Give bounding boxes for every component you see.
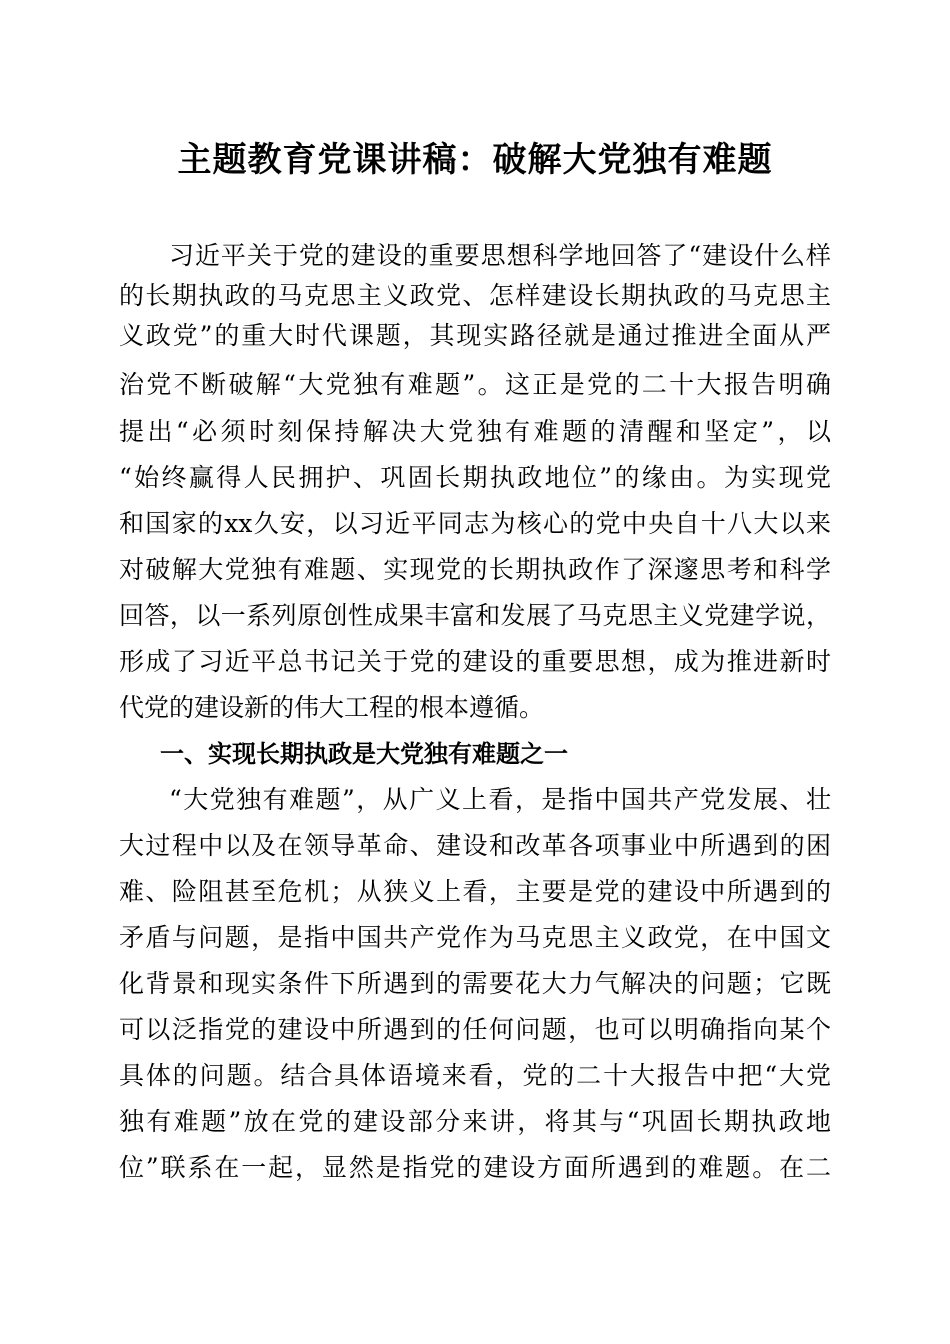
paragraph-line: 代党的建设新的伟大工程的根本遵循。 [119, 693, 545, 722]
paragraph-line: 位”联系在一起，显然是指党的建设方面所遇到的难题。在二 [119, 1153, 831, 1182]
paragraph-line: 习近平关于党的建设的重要思想科学地回答了“建设什么样 [169, 241, 831, 270]
paragraph-line: 治党不断破解“大党独有难题”。这正是党的二十大报告明确 [119, 370, 831, 399]
paragraph-line: 具体的问题。结合具体语境来看，党的二十大报告中把“大党 [119, 1061, 831, 1090]
paragraph-line: 形成了习近平总书记关于党的建设的重要思想，成为推进新时 [119, 647, 831, 676]
paragraph-line: 和国家的xx久安，以习近平同志为核心的党中央自十八大以来 [119, 509, 831, 538]
paragraph-line: 化背景和现实条件下所遇到的需要花大力气解决的问题；它既 [119, 969, 831, 998]
paragraph-line: 可以泛指党的建设中所遇到的任何问题，也可以明确指向某个 [119, 1015, 831, 1044]
paragraph-line: 的长期执政的马克思主义政党、怎样建设长期执政的马克思主 [119, 281, 831, 310]
paragraph-line: 独有难题”放在党的建设部分来讲，将其与“巩固长期执政地 [119, 1107, 831, 1136]
paragraph-line: 矛盾与问题，是指中国共产党作为马克思主义政党，在中国文 [119, 923, 831, 952]
paragraph-line: “大党独有难题”，从广义上看，是指中国共产党发展、壮 [169, 785, 831, 814]
paragraph-line: 义政党”的重大时代课题，其现实路径就是通过推进全面从严 [119, 321, 831, 350]
page-title: 主题教育党课讲稿：破解大党独有难题 [177, 140, 773, 180]
paragraph-line: 对破解大党独有难题、实现党的长期执政作了深邃思考和科学 [119, 555, 831, 584]
paragraph-line: 提出“必须时刻保持解决大党独有难题的清醒和坚定”，以 [119, 417, 831, 446]
paragraph-line: 大过程中以及在领导革命、建设和改革各项事业中所遇到的困 [119, 831, 831, 860]
paragraph-line: 回答，以一系列原创性成果丰富和发展了马克思主义党建学说， [119, 601, 831, 630]
paragraph-line: “始终赢得人民拥护、巩固长期执政地位”的缘由。为实现党 [119, 463, 831, 492]
section-heading: 一、实现长期执政是大党独有难题之一 [160, 740, 568, 768]
paragraph-line: 难、险阻甚至危机；从狭义上看，主要是党的建设中所遇到的 [119, 877, 831, 906]
